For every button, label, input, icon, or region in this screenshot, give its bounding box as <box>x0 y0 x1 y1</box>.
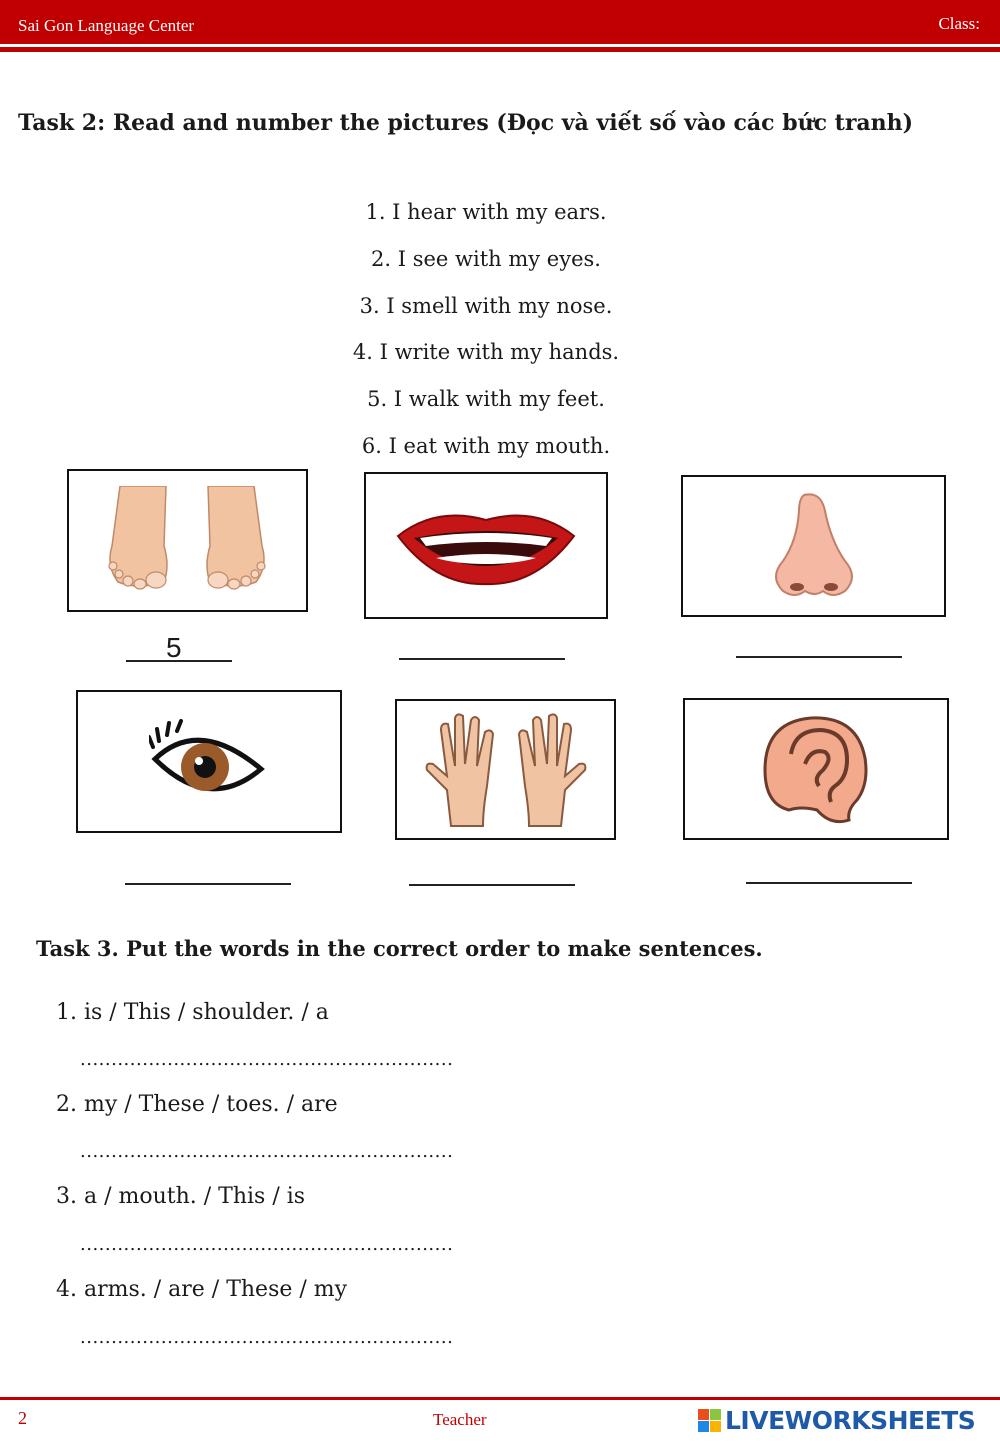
scrambled-sentence: 4. arms. / are / These / my <box>56 1277 348 1302</box>
picture-hands <box>395 699 616 840</box>
sentence-item: 3. I smell with my nose. <box>359 293 613 318</box>
scrambled-sentence: 2. my / These / toes. / are <box>56 1092 338 1117</box>
page-number: 2 <box>18 1408 27 1428</box>
header-divider <box>0 47 1000 52</box>
answer-blank[interactable] <box>736 630 902 658</box>
scrambled-sentence: 3. a / mouth. / This / is <box>56 1184 306 1209</box>
sentence-item: 2. I see with my eyes. <box>371 246 601 271</box>
answer-line[interactable]: ............................................................ <box>80 1049 454 1070</box>
hands-icon <box>421 710 591 830</box>
task2-title: Task 2: Read and number the pictures (Đọc và viết số vào các bức tranh) <box>18 110 914 136</box>
nose-icon <box>759 491 869 601</box>
teacher-label: Teacher <box>433 1410 487 1429</box>
task3-title: Task 3. Put the words in the correct order to make sentences. <box>36 936 763 961</box>
sentence-item: 5. I walk with my feet. <box>367 387 605 412</box>
picture-mouth <box>364 472 608 619</box>
sentence-item: 6. I eat with my mouth. <box>361 433 611 458</box>
scrambled-sentence: 1. is / This / shoulder. / a <box>56 1000 329 1025</box>
answer-line[interactable]: ............................................................ <box>80 1141 454 1162</box>
picture-ear <box>683 698 949 840</box>
brand-name: LIVEWORKSHEETS <box>725 1406 976 1435</box>
eye-icon <box>149 717 269 807</box>
logo-grid-icon <box>698 1409 721 1432</box>
picture-eye <box>76 690 342 833</box>
mouth-icon <box>396 506 576 586</box>
answer-blank[interactable] <box>125 857 291 885</box>
answer-blank[interactable] <box>746 856 912 884</box>
sentence-item: 1. I hear with my ears. <box>365 200 607 224</box>
ear-icon <box>761 714 871 824</box>
sentence-list <box>0 192 972 473</box>
answer-line[interactable]: ............................................................ <box>80 1327 454 1348</box>
picture-feet <box>67 469 308 612</box>
footer-divider <box>0 1397 1000 1400</box>
liveworksheets-logo <box>698 1406 975 1435</box>
answer-blank[interactable] <box>399 632 565 660</box>
answer-blank[interactable]: 5 <box>126 634 232 662</box>
answer-blank[interactable] <box>409 858 575 886</box>
feet-icon <box>98 486 278 596</box>
answer-line[interactable]: ............................................................ <box>80 1234 454 1255</box>
class-label: Class: <box>938 14 980 33</box>
sentence-item: 4. I write with my hands. <box>352 340 620 365</box>
picture-nose <box>681 475 946 617</box>
center-name: Sai Gon Language Center <box>18 16 195 35</box>
